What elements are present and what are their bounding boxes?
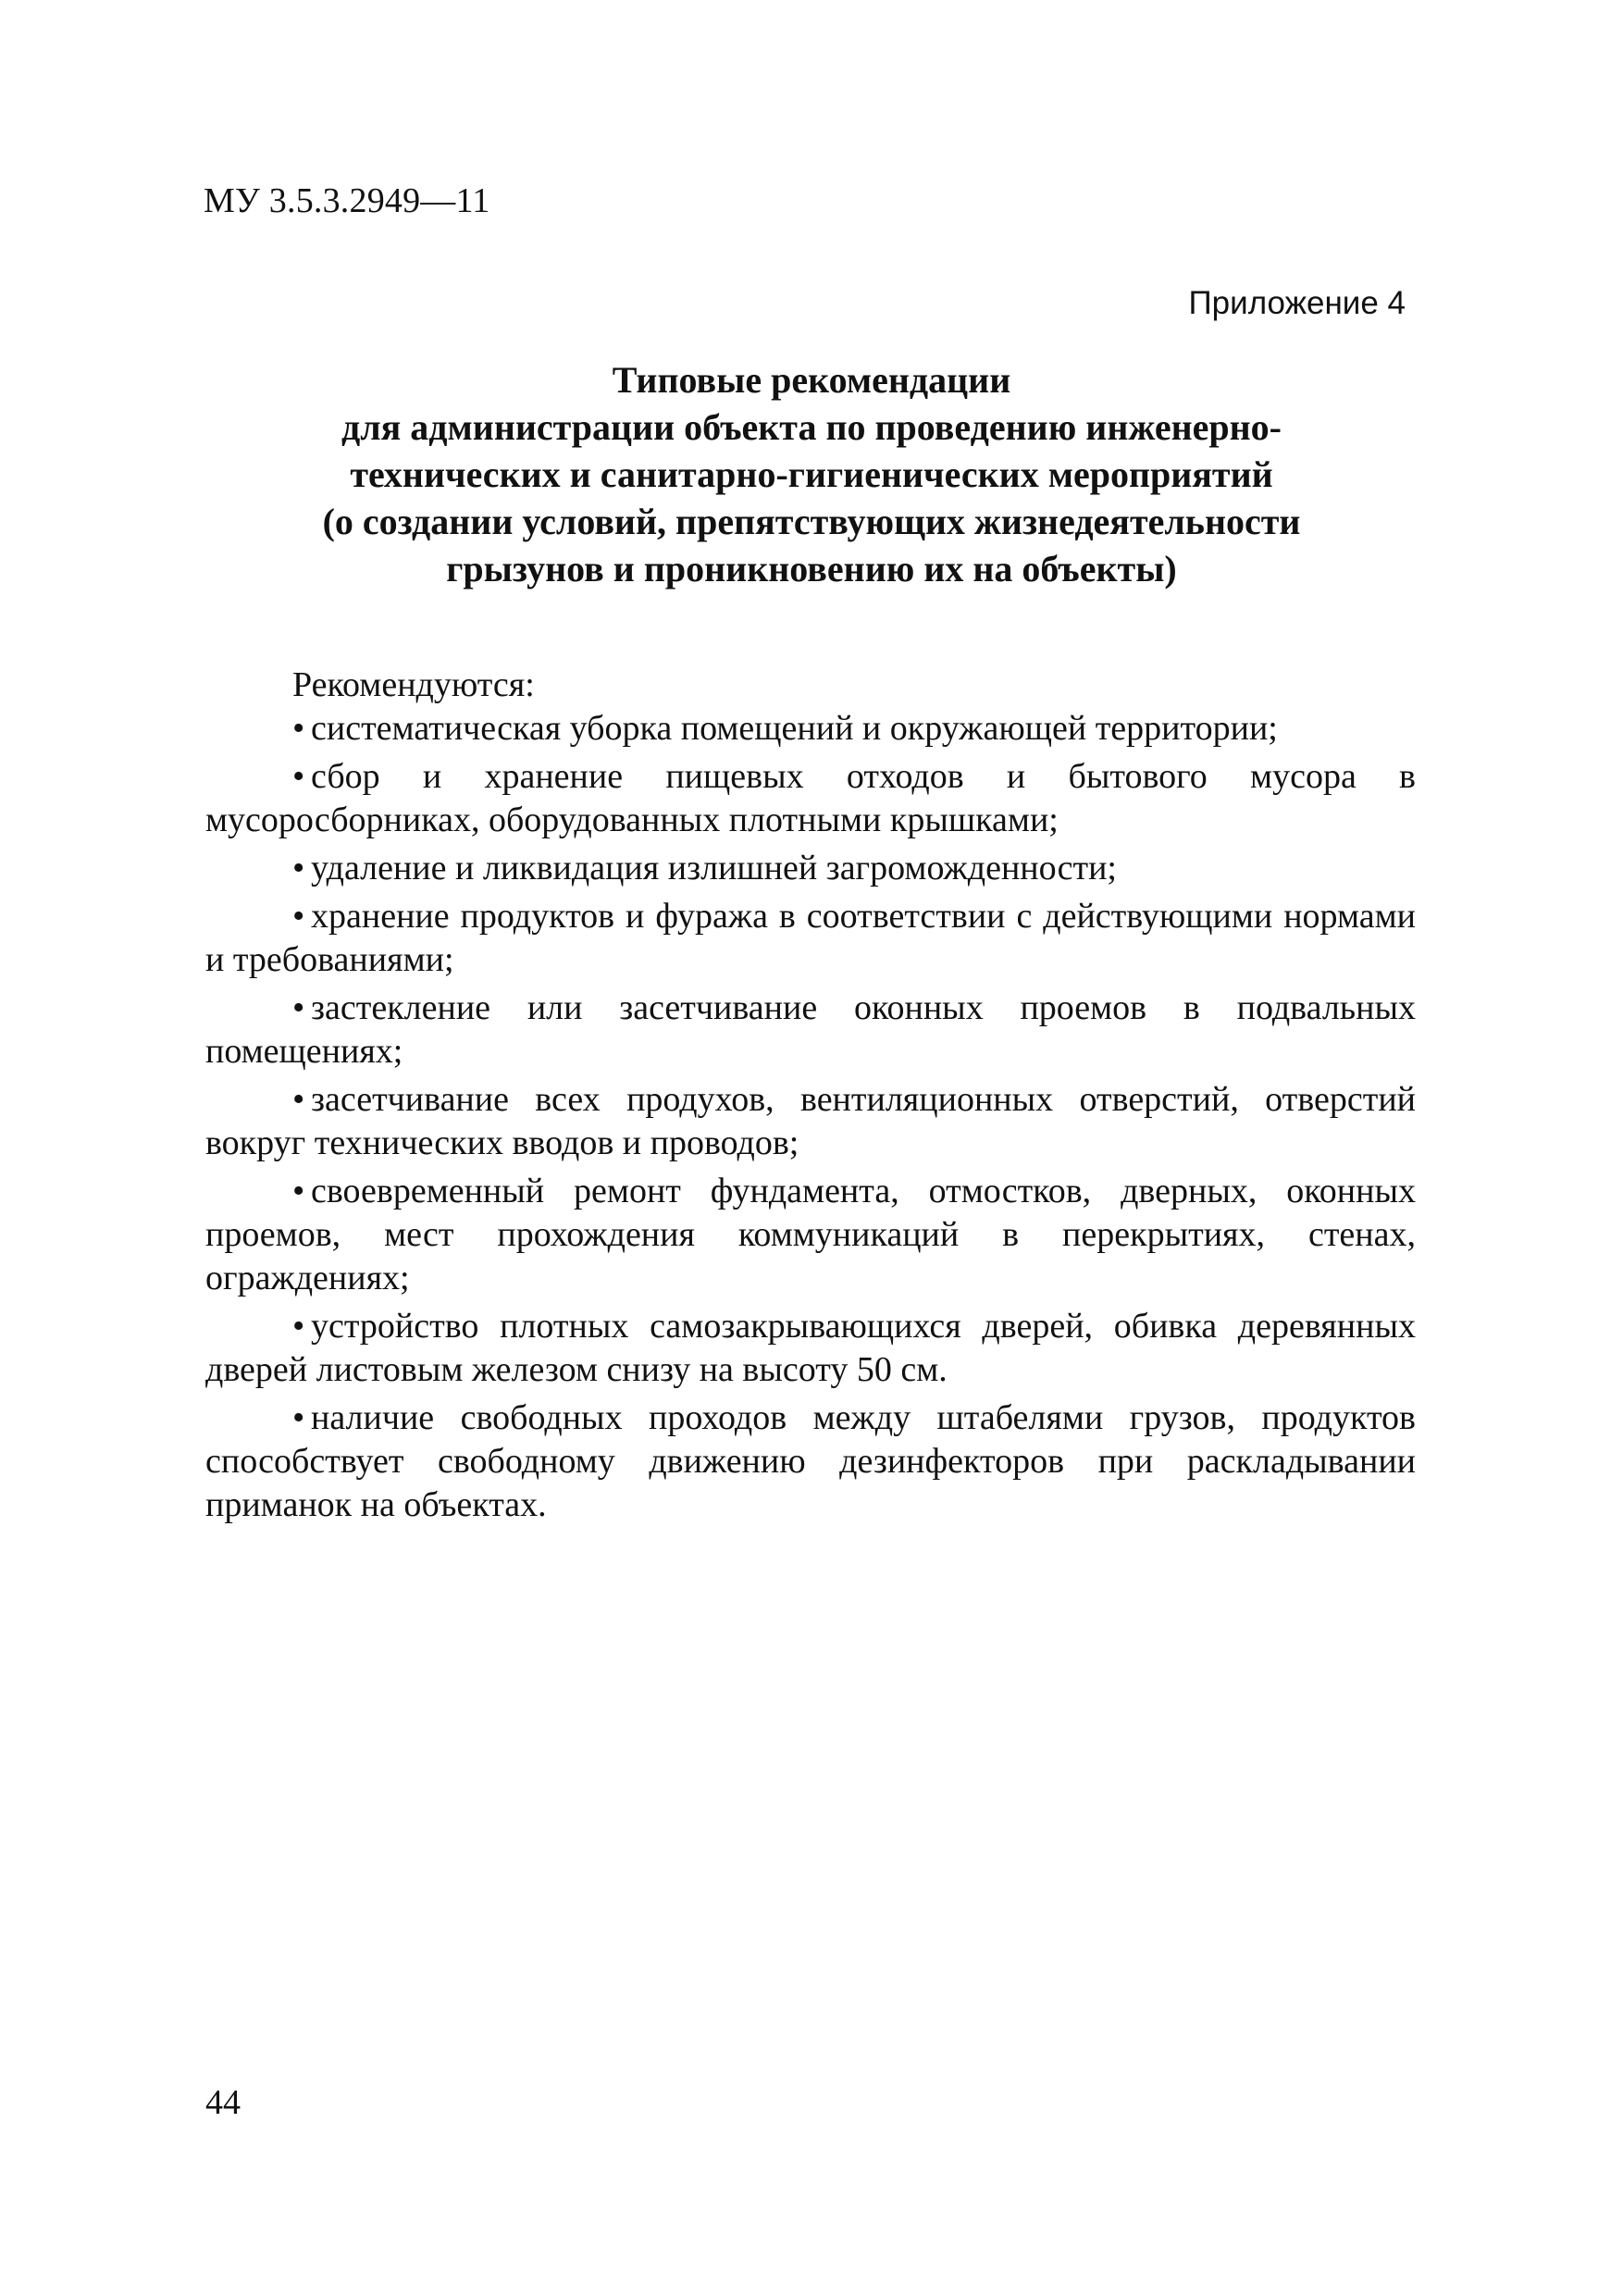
list-item <box>205 1396 1416 1527</box>
list-item-text: устройство плотных самозакрывающихся дверей, обивка деревянных дверей листовым железом снизу на высоту 50 см. <box>205 1307 1416 1389</box>
list-item-text: своевременный ремонт фундамента, отмостков, дверных, оконных проемов, мест прохождения коммуникаций в перекрытиях, стенах, ограждениях; <box>205 1172 1416 1297</box>
bullet-icon: • <box>292 1398 305 1437</box>
list-item <box>205 895 1416 982</box>
title-line: для администрации объекта по проведению инженерно- <box>341 406 1282 448</box>
list-item <box>205 1170 1416 1300</box>
recommendations-body <box>205 664 1416 1532</box>
bullet-icon: • <box>292 849 305 887</box>
list-item-text: застекление или засетчивание оконных проемов в подвальных помещениях; <box>205 988 1416 1071</box>
bullet-icon: • <box>292 988 305 1027</box>
bullet-icon: • <box>292 1307 305 1346</box>
list-item <box>205 707 1416 751</box>
list-item <box>205 987 1416 1074</box>
title-line: технических и санитарно-гигиенических мероприятий <box>350 453 1273 495</box>
page-number: 44 <box>205 2083 241 2122</box>
title-line: грызунов и проникновению их на объекты) <box>446 548 1177 590</box>
list-item <box>205 1078 1416 1165</box>
title-line: (о создании условий, препятствующих жизнедеятельности <box>322 501 1301 542</box>
list-item-text: систематическая уборка помещений и окружающей территории; <box>311 709 1278 748</box>
list-item-text: удаление и ликвидация излишней загроможденности; <box>311 849 1117 887</box>
title-line: Типовые рекомендации <box>612 359 1011 401</box>
appendix-label: Приложение 4 <box>1188 285 1406 321</box>
bullet-icon: • <box>292 897 305 936</box>
list-item-text: засетчивание всех продухов, вентиляционных отверстий, отверстий вокруг технических вводов и проводов; <box>205 1080 1416 1162</box>
bullet-icon: • <box>292 1080 305 1119</box>
bullet-icon: • <box>292 709 305 748</box>
document-title <box>204 356 1419 592</box>
list-item-text: наличие свободных проходов между штабелями грузов, продуктов способствует свободному движению дезинфекторов при раскладывании приманок на объектах. <box>205 1398 1416 1524</box>
list-item <box>205 847 1416 890</box>
list-item <box>205 1305 1416 1392</box>
bullet-icon: • <box>292 757 305 796</box>
bullet-icon: • <box>292 1172 305 1210</box>
list-item-text: сбор и хранение пищевых отходов и бытового мусора в мусоросборниках, оборудованных плотными крышками; <box>205 757 1416 839</box>
intro-text: Рекомендуются: <box>292 665 535 704</box>
list-item <box>205 755 1416 842</box>
document-code: МУ 3.5.3.2949—11 <box>204 181 490 220</box>
list-item-text: хранение продуктов и фуража в соответствии с действующими нормами и требованиями; <box>205 897 1416 979</box>
